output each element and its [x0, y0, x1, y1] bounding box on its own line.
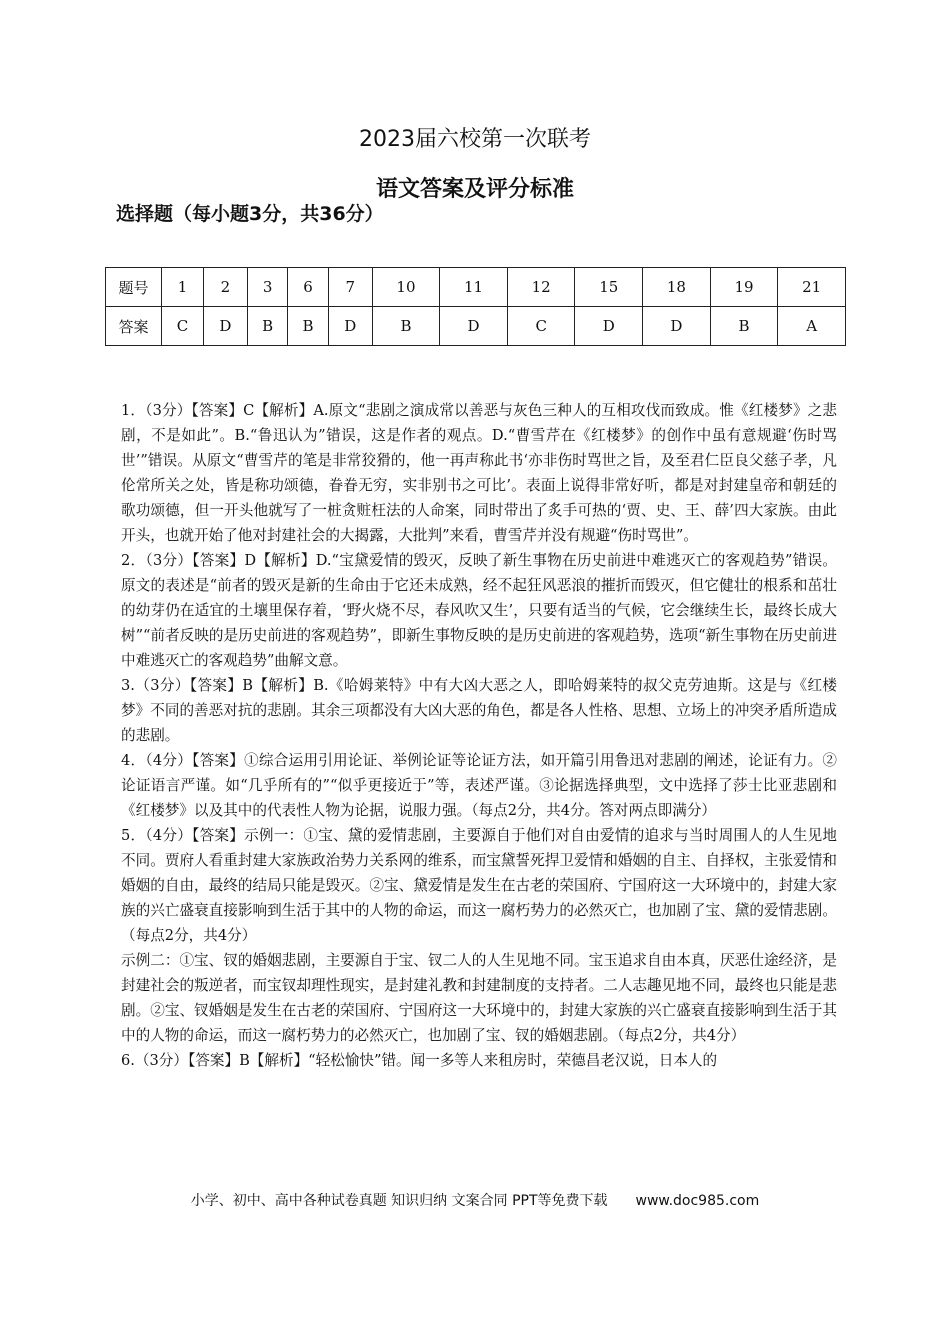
question-row [106, 268, 846, 307]
explanation-paragraph: 2．（3分）【答案】D【解析】D.“宝黛爱情的毁灭，反映了新生事物在历史前进中难逃灭亡的客观趋势”错误。原文的表述是“前者的毁灭是新的生命由于它还未成熟，经不起狂风恶浪的摧折而毁灭，但它健壮的根系和茁壮的幼芽仍在适宜的土壤里保存着，‘野火烧不尽，春风吹又生’，只要有适当的气候，它会继续生长，最终长成大树”“前者反映的是历史前进的客观趋势”，即新生事物反映的是历史前进的客观趋势，选项“新生事物在历史前进中难逃灭亡的客观趋势”曲解文意。 [121, 552, 837, 669]
question-number-cell: 15 [575, 268, 643, 307]
question-number-cell: 12 [507, 268, 575, 307]
question-number-cell: 2 [204, 268, 248, 307]
question-number-cell: 3 [247, 268, 287, 307]
explanation-paragraph: 4．（4分）【答案】①综合运用引用论证、举例论证等论证方法，如开篇引用鲁迅对悲剧的阐述，论证有力。②论证语言严谨。如“几乎所有的”“似乎更接近于”等，表述严谨。③论据选择典型，文中选择了莎士比亚悲剧和《红楼梦》以及其中的代表性人物为论据，说服力强。（每点2分，共4分。答对两点即满分） [121, 752, 837, 819]
answer-cell: D [440, 307, 508, 346]
question-number-cell: 18 [643, 268, 711, 307]
explanation-paragraph: 6.（3分）【答案】B【解析】“轻松愉快”错。闻一多等人来租房时，荣德昌老汉说，日本人的 [121, 1052, 718, 1069]
answer-cell: B [288, 307, 328, 346]
footer-text: 小学、初中、高中各种试卷真题 知识归纳 文案合同 PPT等免费下载 [190, 1193, 608, 1209]
footer-url[interactable]: www.doc985.com [635, 1193, 760, 1209]
question-number-cell: 1 [162, 268, 204, 307]
page-title: 2023届六校第一次联考 [359, 127, 591, 152]
question-number-cell: 21 [778, 268, 846, 307]
page-footer [0, 1190, 950, 1210]
row-label-answer: 答案 [106, 307, 162, 346]
row-label-question: 题号 [106, 268, 162, 307]
answer-cell: D [575, 307, 643, 346]
section-heading: 选择题（每小题3分，共36分） [116, 203, 384, 225]
answer-table [105, 267, 846, 346]
answer-row [106, 307, 846, 346]
question-number-cell: 11 [440, 268, 508, 307]
answer-cell: B [710, 307, 778, 346]
answer-cell: B [247, 307, 287, 346]
answer-cell: B [372, 307, 440, 346]
explanation-paragraph: 示例二：①宝、钗的婚姻悲剧，主要源自于宝、钗二人的人生见地不同。宝玉追求自由本真，厌恶仕途经济，是封建社会的叛逆者，而宝钗却理性现实，是封建礼教和封建制度的支持者。二人志趣见地不同，最终也只能是悲剧。②宝、钗婚姻是发生在古老的荣国府、宁国府这一大环境中的，封建大家族的兴亡盛衰直接影响到生活于其中的人物的命运，而这一腐朽势力的必然灭亡，也加剧了宝、钗的婚姻悲剧。（每点2分，共4分） [121, 952, 837, 1044]
answer-cell: D [204, 307, 248, 346]
question-number-cell: 6 [288, 268, 328, 307]
question-number-cell: 7 [328, 268, 372, 307]
page-subtitle: 语文答案及评分标准 [375, 177, 574, 202]
question-number-cell: 10 [372, 268, 440, 307]
answer-cell: D [328, 307, 372, 346]
answer-cell: C [162, 307, 204, 346]
explanation-body [121, 398, 837, 1073]
answer-cell: A [778, 307, 846, 346]
explanation-paragraph: 5．（4分）【答案】示例一：①宝、黛的爱情悲剧，主要源自于他们对自由爱情的追求与当时周围人的人生见地不同。贾府人看重封建大家族政治势力关系网的维系，而宝黛誓死捍卫爱情和婚姻的自主、自择权，主张爱情和婚姻的自由，最终的结局只能是毁灭。②宝、黛爱情是发生在古老的荣国府、宁国府这一大环境中的，封建大家族的兴亡盛衰直接影响到生活于其中的人物的命运，而这一腐朽势力的必然灭亡，也加剧了宝、黛的爱情悲剧。（每点2分，共4分） [121, 827, 837, 944]
explanation-paragraph: 1．（3分）【答案】C【解析】A.原文“悲剧之演成常以善恶与灰色三种人的互相攻伐而致成。惟《红楼梦》之悲剧，不是如此”。B.“鲁迅认为”错误，这是作者的观点。D.“曹雪芹在《红楼梦》的创作中虽有意规避‘伤时骂世’”错误。从原文“曹雪芹的笔是非常狡猾的，他一再声称此书‘亦非伤时骂世之旨，及至君仁臣良父慈子孝，凡伦常所关之处，皆是称功颂德，眷眷无穷，实非别书之可比’。表面上说得非常好听，都是对封建皇帝和朝廷的歌功颂德，但一开头他就写了一桩贪赃枉法的人命案，同时带出了炙手可热的‘贾、史、王、薛’四大家族。由此开头，也就开始了他对封建社会的大揭露，大批判”来看，曹雪芹并没有规避“伤时骂世”。 [121, 402, 837, 544]
answer-cell: D [643, 307, 711, 346]
explanation-paragraph: 3.（3分）【答案】B【解析】B.《哈姆莱特》中有大凶大恶之人，即哈姆莱特的叔父克劳迪斯。这是与《红楼梦》不同的善恶对抗的悲剧。其余三项都没有大凶大恶的角色，都是各人性格、思想、立场上的冲突矛盾所造成的悲剧。 [121, 677, 837, 744]
question-number-cell: 19 [710, 268, 778, 307]
answer-cell: C [507, 307, 575, 346]
